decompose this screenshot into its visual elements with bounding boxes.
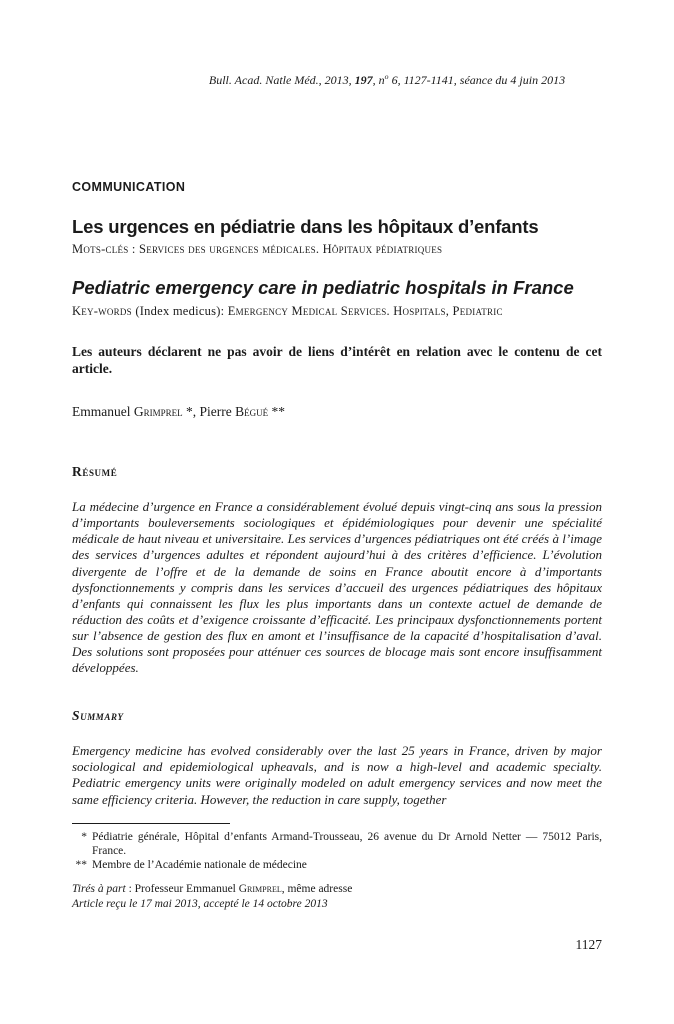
reprints-line <box>72 882 602 898</box>
summary-heading: Summary <box>72 708 124 724</box>
footnote-text-2: Membre de l’Académie nationale de médecine <box>92 859 307 872</box>
keywords-fr: Mots-clés : Services des urgences médicales. Hôpitaux pédiatriques <box>72 242 443 257</box>
reprints-middle: : Professeur Emmanuel <box>125 882 239 895</box>
authors-separator: *, Pierre <box>182 404 236 420</box>
received-accepted-line: Article reçu le 17 mai 2013, accepté le 14 octobre 2013 <box>72 898 328 911</box>
footnote-marker-1: * <box>81 830 87 843</box>
journal-citation <box>172 72 602 88</box>
author-2-last: Bégué <box>235 404 269 420</box>
numero-ordinal: o <box>384 72 389 81</box>
journal-volume: 197 <box>354 73 373 87</box>
resume-heading: Résumé <box>72 464 118 480</box>
reprints-end: , même adresse <box>281 882 353 895</box>
section-label: COMMUNICATION <box>72 180 186 194</box>
footnote-membership <box>72 858 602 872</box>
journal-citation-mid: , n <box>372 73 385 87</box>
footnote-marker-2: ** <box>75 859 87 872</box>
author-1-last: Grimprel <box>133 404 183 420</box>
journal-citation-prefix: Bull. Acad. Natle Méd., 2013, <box>208 73 355 87</box>
article-title-en: Pediatric emergency care in pediatric hospitals in France <box>72 277 574 299</box>
resume-text: La médecine d’urgence en France a considérablement évolué depuis vingt-cinq ans sous la pression d’importants bouleversements sociologiques et épidémiologiques pour devenir une spécialité médicale de haut niveau et universitaire. Les services d’urgences pédiatriques ont été créés à l’image des services d’urgences adultes et répondent aujourd’hui à des critères d’efficience. L’évolution divergente de l’offre et de la demande de soins en France aboutit encore à d’importants dysfonctionnements y compris dans les services d’accueil des urgences pédiatriques des hôpitaux d’enfants qui connaissent les flux les plus importants dans un contexte actuel de demande de réduction des coûts et d’exigence croissante d’efficacité. Les principaux dysfonctionnements portent sur l’absence de gestion des flux en amont et l’insuffisance de la capacité d’hospitalisation d’aval. Des solutions sont proposées pour atténuer ces sources de blocage mais sont encore insuffisamment développées. <box>72 499 602 676</box>
keywords-en-label: Key-words <box>72 303 136 318</box>
journal-citation-suffix: 6, 1127-1141, séance du 4 juin 2013 <box>388 73 566 87</box>
keywords-en-terms: Emergency Medical Services. Hospitals, Pediatric <box>227 303 503 318</box>
summary-text: Emergency medicine has evolved considerably over the last 25 years in France, driven by major sociological and epidemiological upheavals, and is now a high-level and academic specialty. Pediatric emergency units were originally modeled on adult emergency services and now meet the same efficiency criteria. However, the reduction in care supply, together <box>72 743 602 807</box>
keywords-en <box>72 304 602 319</box>
author-1-first: Emmanuel <box>72 404 134 420</box>
reprints-author-name: Grimprel <box>238 882 282 895</box>
page-number: 1127 <box>575 936 602 952</box>
footnote-affiliation <box>72 830 602 859</box>
conflict-of-interest-statement: Les auteurs déclarent ne pas avoir de liens d’intérêt en relation avec le contenu de cet article. <box>72 343 602 376</box>
authors-line <box>72 404 602 420</box>
footnotes <box>72 830 602 873</box>
footnote-text-1: Pédiatrie générale, Hôpital d’enfants Armand-Trousseau, 26 avenue du Dr Arnold Netter — 75012 Paris, France. <box>92 830 602 858</box>
footnote-rule <box>72 823 230 824</box>
keywords-en-index: (Index medicus): <box>135 303 228 318</box>
reprints-label: Tirés à part <box>72 882 126 895</box>
author-2-marker: ** <box>268 404 285 420</box>
article-title-fr: Les urgences en pédiatrie dans les hôpitaux d’enfants <box>72 216 539 237</box>
